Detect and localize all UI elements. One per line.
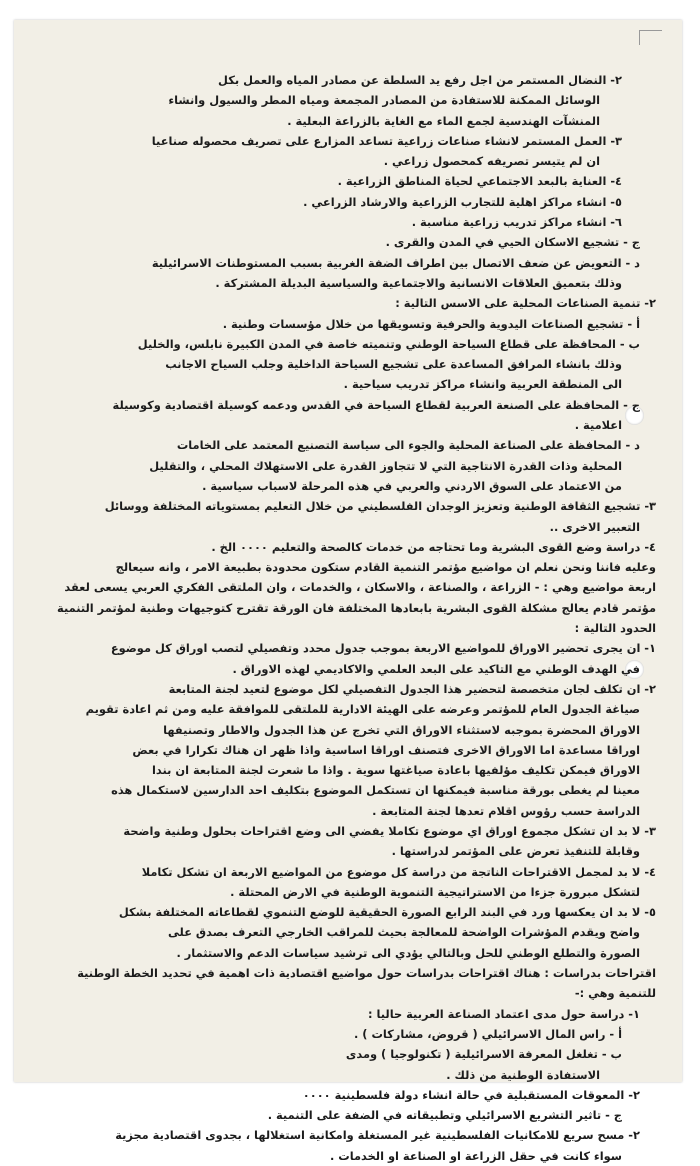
text-line: ٢- المعوقات المستقبلية في حالة انشاء دولة فلسطينية ٠٠٠٠ bbox=[302, 1087, 640, 1102]
text-line: سواء كانت في حقل الزراعة او الصناعة او الخدمات . bbox=[329, 1148, 622, 1163]
text-line: معينا لم يغطى بورقة مناسبة فيمكنها ان تستكمل الموضوع بتكليف احد الدارسين لاستكمال هذه bbox=[111, 783, 640, 798]
text-line: اربعة مواضيع وهي : - الزراعة ، والصناعة ، والاسكان ، والخدمات ، وان الملتقى الفكري العربي يسعى لعقد bbox=[64, 580, 656, 595]
text-line: ٣- العمل المستمر لانشاء صناعات زراعية تساعد المزارع على تصريف محصوله صناعيا bbox=[151, 133, 622, 148]
text-line: ٤- دراسة وضع القوى البشرية وما تحتاجه من خدمات كالصحة والتعليم ٠٠٠٠ الخ . bbox=[211, 539, 656, 554]
text-line: المحلية وذات القدرة الانتاجية التي لا تتجاوز القدرة على الاستهلاك المحلي ، والتقليل bbox=[149, 458, 622, 473]
text-line: واضح ويقدم المؤشرات الواضحة للمعالجة بحيث للمراقب الخارجي التعرف بصدق على bbox=[168, 925, 640, 940]
text-line: صياغة الجدول العام للمؤتمر وعرضه على الهيئة الادارية للملتقى للموافقة عليه ومن ثم اعادة تقويم bbox=[85, 702, 640, 717]
typed-arabic-text bbox=[36, 70, 656, 1166]
text-line: ٦- انشاء مراكز تدريب زراعية مناسبة . bbox=[411, 215, 622, 230]
text-line: ١- ان يجرى تحضير الاوراق للمواضيع الاربعة بموجب جدول محدد وتفصيلي لتصب اوراق كل موضوع bbox=[110, 641, 656, 656]
text-line: في الهدف الوطني مع التاكيد على البعد العلمي والاكاديمي لهذه الاوراق . bbox=[232, 661, 640, 676]
text-line: وذلك بانشاء المرافق المساعدة على تشجيع السياحة الداخلية وجلب السياح الاجانب bbox=[165, 357, 622, 372]
text-line: من الاعتماد على السوق الاردني والعربي في هذه المرحلة لاسباب سياسية . bbox=[202, 478, 622, 493]
text-line: د - التعويض عن ضعف الاتصال بين اطراف الضفة الغربية بسبب المستوطنات الاسرائيلية bbox=[151, 255, 640, 270]
text-line: ٥- انشاء مراكز اهلية للتجارب الزراعية والارشاد الزراعي . bbox=[303, 194, 622, 209]
text-line: ٤- لا بد لمجمل الاقتراحات الناتجة من دراسة كل موضوع من المواضيع الاربعة ان تشكل تكاملا bbox=[141, 864, 656, 879]
text-line: الحدود التالية : bbox=[574, 621, 656, 636]
text-line: ٥- لا بد ان يعكسها ورد في البند الرابع الصورة الحقيقية للوضع التنموي لقطاعاته المختلفة بشكل bbox=[118, 905, 656, 920]
corner-mark bbox=[639, 30, 662, 45]
text-line: أ - راس المال الاسرائيلي ( قروض، مشاركات ) . bbox=[354, 1026, 622, 1041]
text-line: ان لم يتيسر تصريفه كمحصول زراعي . bbox=[383, 154, 600, 169]
text-line: ج - تاثير التشريع الاسرائيلي وتطبيقاته في الضفة على التنمية . bbox=[267, 1108, 622, 1123]
text-line: أ - تشجيع الصناعات اليدوية والحرفية وتسويقها من خلال مؤسسات وطنية . bbox=[222, 316, 640, 331]
text-line: مؤتمر قادم يعالج مشكلة القوى البشرية بابعادها المختلفة فان الورقة تقترح كتوجيهات وطنية لمؤتمر التنمية bbox=[57, 600, 656, 615]
text-line: ج - تشجيع الاسكان الحيي في المدن والقرى . bbox=[385, 235, 640, 250]
text-line: ب - تغلغل المعرفة الاسرائيلية ( تكنولوجيا ) ومدى bbox=[345, 1047, 622, 1062]
text-line: ٢- النضال المستمر من اجل رفع يد السلطة عن مصادر المياه والعمل بكل bbox=[218, 73, 622, 87]
text-line: د - المحافظة على الصناعة المحلية والجوء الى سياسة التصنيع المعتمد على الخامات bbox=[176, 438, 640, 453]
text-line: الاوراق فيمكن تكليف مؤلفيها باعادة صياغتها سوية . واذا ما شعرت لجنة المتابعة ان بندا bbox=[152, 763, 640, 778]
text-line: الصورة والتطلع الوطني للحل وبالتالي يؤدي الى ترشيد سياسات الدعم والاستثمار . bbox=[176, 945, 640, 960]
document-page bbox=[14, 20, 682, 1163]
text-line: الى المنطقة العربية وانشاء مراكز تدريب سياحية . bbox=[343, 377, 622, 392]
text-line: وذلك بتعميق العلاقات الانسانية والاجتماعية والسياسية البديلة المشتركة . bbox=[215, 275, 622, 290]
text-line: الوسائل الممكنة للاستفادة من المصادر المجمعة ومياه المطر والسيول وانشاء bbox=[168, 93, 600, 108]
text-line: اقتراحات بدراسات : هناك اقتراحات بدراسات حول مواضيع اقتصادية ذات اهمية في تحديد الخطة الوطنية bbox=[77, 966, 656, 981]
text-line: ١- دراسة حول مدى اعتماد الصناعة العربية حاليا : bbox=[367, 1006, 640, 1021]
text-line: اوراقا مساعدة اما الاوراق الاخرى فتصنف اوراقا اساسية واذا ظهر ان هناك تكرارا في بعض bbox=[132, 742, 640, 757]
text-line: ب - المحافظة على قطاع السياحة الوطني وتنميته خاصة في المدن الكبيرة نابلس، والخليل bbox=[137, 336, 640, 351]
text-line: الاستفادة الوطنية من ذلك . bbox=[446, 1067, 600, 1082]
text-line: ٤- العناية بالبعد الاجتماعي لحياة المناطق الزراعية . bbox=[337, 174, 622, 189]
text-line: الاوراق المحضرة بموجبه لاستثناء الاوراق التي تخرج عن هذا الجدول والاطار وتصنيفها bbox=[163, 722, 640, 737]
text-line: المنشآت الهندسية لجمع الماء مع الغاية بالزراعة البعلية . bbox=[287, 113, 600, 128]
text-line: ٣- لا بد ان تشكل مجموع اوراق اي موضوع تكاملا يفضي الى وضع اقتراحات بحلول وطنية واضحة bbox=[123, 823, 656, 838]
text-line: ٢- ان تكلف لجان متخصصة لتحضير هذا الجدول التفصيلي لكل موضوع لتعيد لجنة المتابعة bbox=[168, 681, 656, 696]
text-line: وعليه فاننا ونحن نعلم ان مواضيع مؤتمر التنمية القادم ستكون محدودة بطبيعة الامر ، وانه سيعالج bbox=[115, 560, 656, 575]
text-line: اعلامية . bbox=[574, 418, 622, 433]
text-line: ٢- مسح سريع للامكانيات الفلسطينية غير المستغلة وامكانية استغلالها ، بجدوى اقتصادية مجزية bbox=[115, 1128, 640, 1143]
text-line: وقابلة للتنفيذ تعرض على المؤتمر لدراستها . bbox=[391, 844, 640, 859]
text-line: ٣- تشجيع الثقافة الوطنية وتعزيز الوجدان الفلسطيني من خلال التعليم بمستوياته المختلفة ووسائل bbox=[104, 499, 656, 514]
text-line: ج - المحافظة على الصنعة العربية لقطاع السياحة في القدس ودعمه كوسيلة اقتصادية وكوسيلة bbox=[112, 397, 640, 412]
text-line: للتنمية وهي :- bbox=[574, 986, 656, 1001]
text-line: الدراسة حسب رؤوس اقلام تعدها لجنة المتابعة . bbox=[372, 803, 640, 818]
text-line: لتشكل مبرورة جزءا من الاستراتيجية التنموية الوطنية في الارض المحتلة . bbox=[230, 884, 640, 899]
text-line: التعبير الاخرى .. bbox=[549, 519, 640, 534]
text-line: ٢- تنمية الصناعات المحلية على الاسس التالية : bbox=[395, 296, 656, 311]
